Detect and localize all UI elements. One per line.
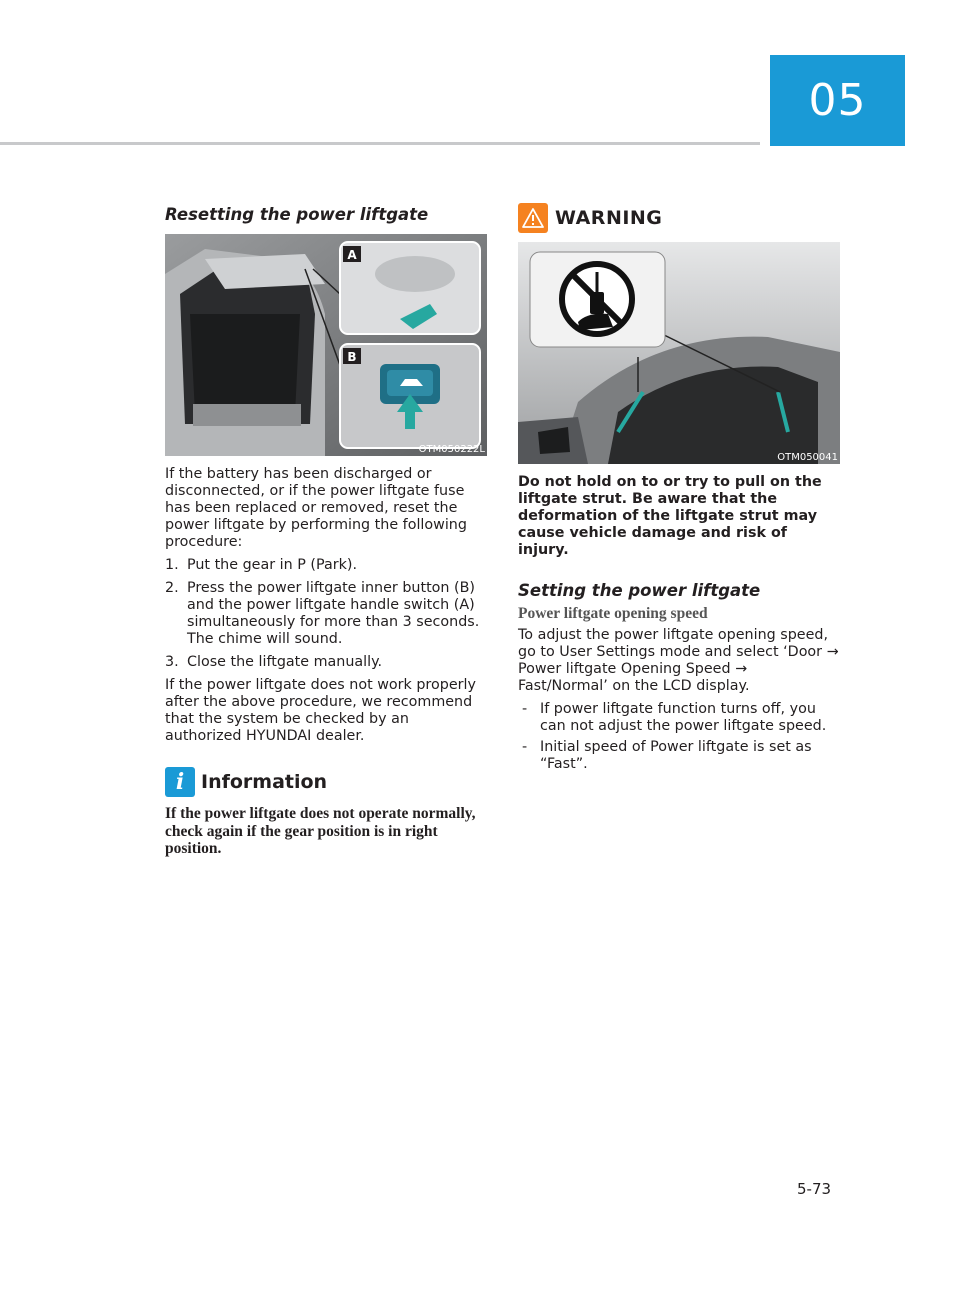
list-item: - If power liftgate function turns off, you can not adjust the power liftgate speed. <box>522 701 827 734</box>
intro-paragraph: If the battery has been discharged or disconnected, or if the power liftgate fuse has been replaced or removed, reset the power liftgate by performing the following procedure: <box>165 466 467 550</box>
section-heading-resetting: Resetting the power liftgate <box>165 205 429 224</box>
liftgate-reset-figure <box>165 234 487 456</box>
figure-code: OTM050222L <box>418 444 485 455</box>
strut-warning-illustration <box>518 242 840 464</box>
liftgate-reset-illustration <box>165 234 487 456</box>
figure-code: OTM050041 <box>777 452 838 463</box>
information-title: Information <box>201 771 328 793</box>
section-heading-setting: Setting the power liftgate <box>518 581 761 600</box>
chapter-tab: 05 <box>770 55 905 146</box>
list-item: 2. Press the power liftgate inner button (B) and the power liftgate handle switch (A) simultaneously for more than 3 seconds. The chime will sound. <box>165 580 480 647</box>
figure-label-b: B <box>347 350 357 364</box>
subheading-opening-speed: Power liftgate opening speed <box>518 605 708 622</box>
left-column <box>165 205 487 858</box>
list-item: 1. Put the gear in P (Park). <box>165 557 357 573</box>
strut-warning-figure <box>518 242 840 464</box>
warning-text: Do not hold on to or try to pull on the liftgate strut. Be aware that the deformation of the liftgate strut may cause vehicle damage and risk of injury. <box>518 474 822 558</box>
page-number: 5-73 <box>797 1180 832 1198</box>
after-paragraph: If the power liftgate does not work properly after the above procedure, we recommend that the system be checked by an authorized HYUNDAI dealer. <box>165 677 476 744</box>
warning-header <box>518 203 840 233</box>
warning-title: WARNING <box>555 207 663 229</box>
procedure-steps <box>165 557 487 671</box>
list-item: 3. Close the liftgate manually. <box>165 654 383 670</box>
information-header <box>165 767 487 797</box>
info-icon: i <box>165 767 195 797</box>
speed-notes <box>518 701 840 773</box>
information-text: If the power liftgate does not operate normally, check again if the gear position is in right position. <box>165 805 476 857</box>
figure-label-a: A <box>347 248 357 262</box>
warning-icon <box>518 203 548 233</box>
right-column <box>518 205 840 777</box>
speed-paragraph: To adjust the power liftgate opening speed, go to User Settings mode and select ‘Door → Power liftgate Opening Speed → Fast/Normal’ on the LCD display. <box>518 627 839 694</box>
list-item: - Initial speed of Power liftgate is set as “Fast”. <box>522 739 812 772</box>
header-rule <box>0 142 760 145</box>
